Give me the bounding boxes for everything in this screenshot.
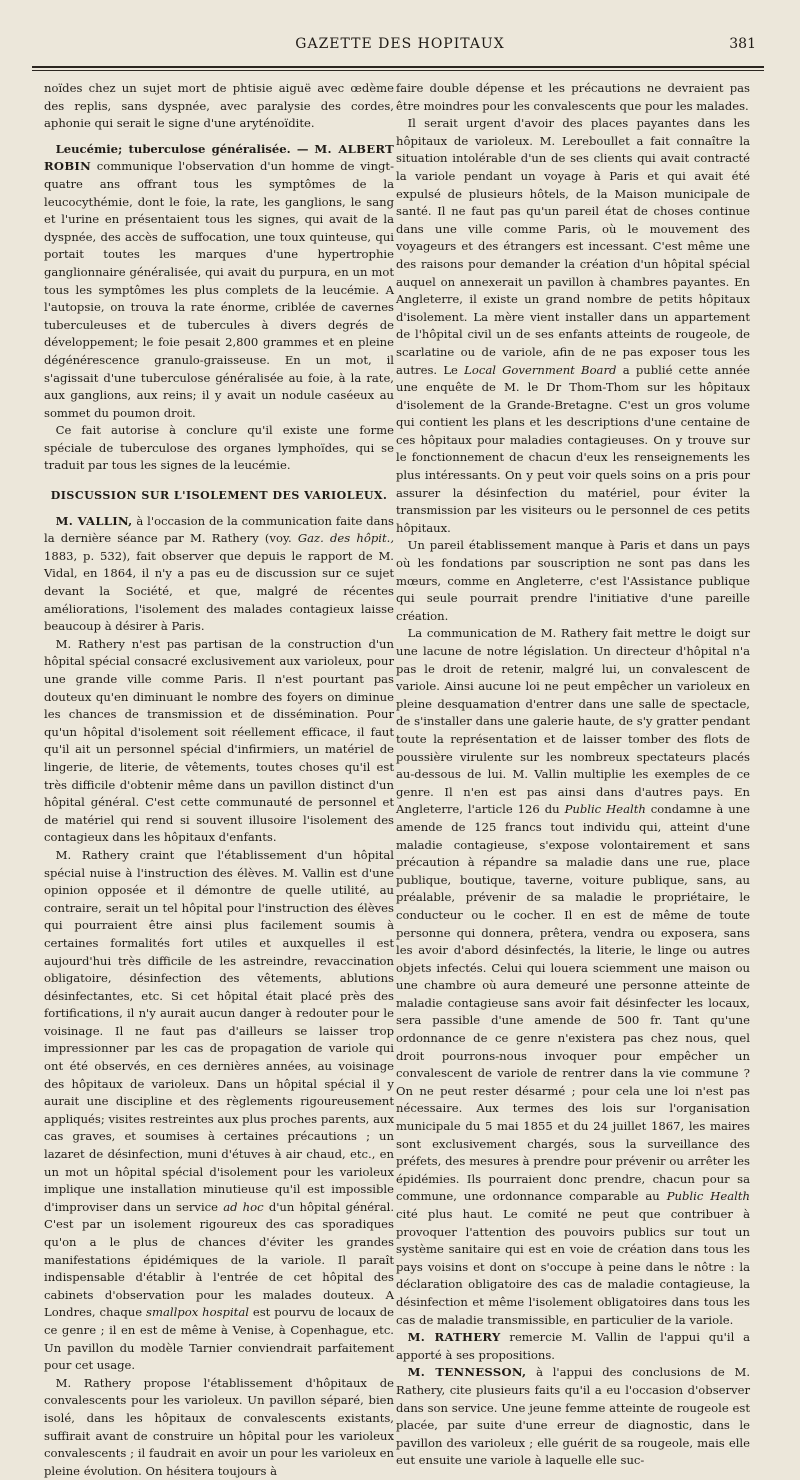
right-column xyxy=(396,80,750,1470)
paragraph xyxy=(396,625,750,1329)
paragraph xyxy=(44,141,394,423)
emphasis: Local Government Board xyxy=(464,362,617,377)
section-title: DISCUSSION SUR L'ISOLEMENT DES VARIOLEUX. xyxy=(50,489,388,503)
paragraph: noïdes chez un sujet mort de phtisie aiguë avec œdème des replis, sans dyspnée, avec paralysie des cordes, aphonie qui serait le signe d'une aryténoïdite. xyxy=(44,81,394,131)
speaker-name: M. VALLIN, xyxy=(55,513,133,528)
paragraph xyxy=(44,847,394,1375)
page-header xyxy=(0,36,800,60)
page-number: 381 xyxy=(729,36,756,52)
reference: Gaz. des hôpit., xyxy=(297,531,394,546)
paragraph-text: cité plus haut. Le comité ne peut que contribuer à provoquer l'attention des pouvoirs publics sur tout un système sanitaire qui est en voie de création dans tous les pays voisins et dont on s'occupe à peine dans le nôtre : la déclaration obligatoire des cas de maladie contagieuse, la désinfection et même l'isolement obligatoires dans tous les cas de maladie transmissible, en particulier de la variole. xyxy=(396,1207,750,1327)
paragraph xyxy=(396,1329,750,1364)
paragraph-text: La communication de M. Rathery fait mettre le doigt sur une lacune de notre législation. Un directeur d'hôpital n'a pas le droit de retenir, malgré lui, un convalescent de variole. Ainsi aucune loi ne peut empêcher un varioleux en pleine desquamation d'entrer dans une salle de spectacle, de s'installer dans une galerie haute, de s'y gratter pendant toute la représentation et de laisser tomber des flots de poussière virulente sur les nombreux spectateurs placés au-dessous de lui. M. Vallin multiplie les exemples de ce genre. Il n'en est pas ainsi dans d'autres pays. En Angleterre, l'article 126 du xyxy=(396,626,750,817)
paragraph-text: est pourvu de locaux de ce genre ; il en est de même à Venise, à Copenhague, etc. Un pavillon du modèle Tarnier conviendrait parfaitement pour cet usage. xyxy=(44,1305,395,1373)
paragraph-text: 1883, p. 532), fait observer que depuis le rapport de M. Vidal, en 1864, il n'y a pas eu de discussion sur ce sujet devant la Société, et que, malgré de récentes améliorations, l'isolement des malades contagieux laisse beaucoup à désirer à Paris. xyxy=(44,548,394,634)
paragraph: faire double dépense et les précautions ne devraient pas être moindres pour les convalescents que pour les malades. xyxy=(396,81,750,113)
journal-title: GAZETTE DES HOPITAUX xyxy=(295,36,505,52)
emphasis: Public Health xyxy=(666,1189,750,1204)
paragraph-text: condamne à une amende de 125 francs tout individu qui, atteint d'une maladie contagieuse, s'expose volontairement et sans précaution à répandre sa maladie dans une rue, place publique, boutique, taverne, voiture publique, sans, au préalable, prévenir de sa maladie le propriétaire, le conducteur ou le cocher. Il en est de même de toute personne qui donnera, prêtera, vendra ou exposera, sans les avoir d'abord désinfectés, la literie, le linge ou autres objets infectés. Celui qui louera sciemment une maison ou une chambre où aura demeuré une personne atteinte de maladie contagieuse sans avoir fait désinfecter les locaux, sera passible d'une amende de 500 fr. Tant qu'une ordonnance de ce genre n'existera pas chez nous, quel droit pourrons-nous invoquer pour empêcher un convalescent de variole de rentrer dans la vie commune ? On ne peut rester désarmé ; pour cela une loi n'est pas nécessaire. Aux termes des lois sur l'organisation municipale du 5 mai 1855 et du 24 juillet 1867, les maires sont exclusivement chargés, sous la surveillance des préfets, des mesures à prendre pour prévenir ou arrêter les épidémies. Ils pourraient donc prendre, chacun pour sa commune, une ordonnance comparable au xyxy=(396,802,750,1204)
emphasis: smallpox hospital xyxy=(146,1305,249,1320)
paragraph-text: à l'appui des conclusions de M. Rathery, cite plusieurs faits qu'il a eu l'occasion d'observer dans son service. Une jeune femme atteinte de rougeole est placée, par suite d'une erreur de diagnostic, dans le pavillon des varioleux ; elle guérit de sa rougeole, mais elle eut ensuite une variole à laquelle elle suc- xyxy=(396,1365,751,1468)
paragraph-text: à l'occasion de la communication faite dans la dernière séance par M. Rathery (voy. xyxy=(44,513,395,546)
paragraph-text: M. Rathery craint que l'établissement d'un hôpital spécial nuise à l'instruction des élèves. M. Vallin est d'une opinion opposée et il démontre de quelle utilité, au contraire, serait un tel hôpital pour l'instruction des élèves qui pourraient être ainsi plus facilement soumis à certaines formalités fort utiles et auxquelles il est aujourd'hui très difficile de les astreindre, revaccination obligatoire, désinfection des vêtements, ablutions désinfectantes, etc. Si cet hôpital était placé près des fortifications, il n'y aurait aucun danger à redouter pour le voisinage. Il ne faut pas d'ailleurs se laisser trop impressionner par les cas de propagation de variole qui ont été observés, en ces dernières années, au voisinage des hôpitaux de varioleux. Dans un hôpital spécial il y aurait une discipline et des règlements rigoureusement appliqués; visites restreintes aux plus proches parents, aux cas graves, et soumises à certaines précautions ; un lazaret de désinfection, muni d'étuves à air chaud, etc., en un mot un hôpital spécial d'isolement pour les varioleux implique une installation minutieuse qu'il est impossible d'improviser dans un service xyxy=(44,847,394,1214)
paragraph xyxy=(396,1364,750,1470)
header-rule xyxy=(32,66,764,68)
subsection-heading: Leucémie; tuberculose généralisée. — xyxy=(55,141,309,156)
paragraph xyxy=(44,513,394,636)
emphasis: ad hoc xyxy=(223,1199,264,1214)
speaker-name: M. RATHERY xyxy=(407,1330,501,1345)
paragraph-text: Il serait urgent d'avoir des places payantes dans les hôpitaux de varioleux. M. Lereboullet a fait connaître la situation intolérable d'un de ses clients qui avait contracté la variole pendant un voyage à Paris et qui avait été expulsé de plusieurs hôtels, de la Maison municipale de santé. Il ne faut pas qu'un pareil état de choses continue dans une ville comme Paris, où le mouvement des voyageurs et des étrangers est incessant. C'est même une des raisons pour demander la création d'un hôpital spécial auquel on annexerait un pavillon à chambres payantes. En Angleterre, il existe un grand nombre de petits hôpitaux d'isolement. La mère vient installer dans un appartement de l'hôpital civil un de ses enfants atteints de rougeole, de scarlatine ou de variole, afin de ne pas exposer tous les autres. Le xyxy=(396,116,750,377)
paragraph-text: a publié cette année une enquête de M. le Dr Thom-Thom sur les hôpitaux d'isolement de la Grande-Bretagne. C'est un gros volume qui contient les plans et les descriptions d'une centaine de ces hôpitaux pour maladies contagieuses. On y trouve sur le fonctionnement de chacun d'eux les renseignements les plus intéressants. On y peut voir quels soins on a pris pour assurer la désinfection du matériel, pour éviter la transmission par les visiteurs ou le personnel de ces petits hôpitaux. xyxy=(396,362,751,535)
paragraph-text: d'un hôpital général. C'est par un isolement rigoureux des cas sporadiques qu'on a le plus de chances d'éviter les grandes manifestations épidémiques de la variole. Il paraît indispensable d'établir à l'entrée de cet hôpital des cabinets d'observation pour les malades douteux. A Londres, chaque xyxy=(44,1199,395,1320)
paragraph: M. Rathery n'est pas partisan de la construction d'un hôpital spécial consacré exclusivement aux varioleux, pour une grande ville comme Paris. Il n'est pourtant pas douteux qu'en diminuant le nombre des foyers on diminue les chances de transmission et de dissémination. Pour qu'un hôpital d'isolement soit réellement efficace, il faut qu'il ait un personnel spécial d'infirmiers, un matériel de lingerie, de literie, de vêtements, toutes choses qu'il est très difficile d'obtenir même dans un pavillon distinct d'un hôpital général. C'est cette communauté de personnel et de matériel qui rend si souvent illusoire l'isolement des contagieux dans les hôpitaux d'enfants. xyxy=(44,636,394,845)
speaker-name: M. TENNESSON, xyxy=(407,1365,527,1380)
paragraph: Un pareil établissement manque à Paris et dans un pays où les fondations par souscription ne sont pas dans les mœurs, comme en Angleterre, c'est l'Assistance publique qui seule pourrait prendre l'initiative d'une pareille création. xyxy=(396,538,750,623)
paragraph xyxy=(396,115,750,537)
paragraph: M. Rathery propose l'établissement d'hôpitaux de convalescents pour les varioleux. Un pavillon séparé, bien isolé, dans les hôpitaux de convalescents existants, suffirait avant de construire un hôpital pour les varioleux convalescents ; il faudrait en avoir un pour les varioleux en pleine évolution. On hésitera toujours à xyxy=(44,1375,394,1478)
emphasis: Public Health xyxy=(564,802,646,817)
paragraph-text: remercie M. Vallin de l'appui qu'il a apporté à ses propositions. xyxy=(396,1330,750,1362)
paragraph-text: communique l'observation d'un homme de vingt-quatre ans offrant tous les symptômes de la leucocythémie, dont le foie, la rate, les ganglions, le sang et l'urine en présentaient tous les signes, qui avait de la dyspnée, des accès de suffocation, une toux quinteuse, qui portait toutes les marques d'une hypertrophie ganglionnaire généralisée, qui avait du purpura, en un mot tous les symptômes les plus complets de la leucémie. A l'autopsie, on trouva la rate énorme, criblée de cavernes tuberculeuses et de tubercules à divers degrés de développement; le foie pesait 2,800 grammes et en pleine dégénérescence granulo-graisseuse. En un mot, il s'agissait d'une tuberculose généralisée au foie, à la rate, aux ganglions, aux reins; il y avait un nodule caséeux au sommet du poumon droit. xyxy=(44,159,394,420)
speaker-name: M. ALBERT ROBIN xyxy=(44,141,395,174)
left-column xyxy=(44,80,394,1480)
header-rule-thin xyxy=(32,70,764,71)
paragraph: Ce fait autorise à conclure qu'il existe une forme spéciale de tuberculose des organes lymphoïdes, qui se traduit par tous les signes de la leucémie. xyxy=(44,423,394,473)
